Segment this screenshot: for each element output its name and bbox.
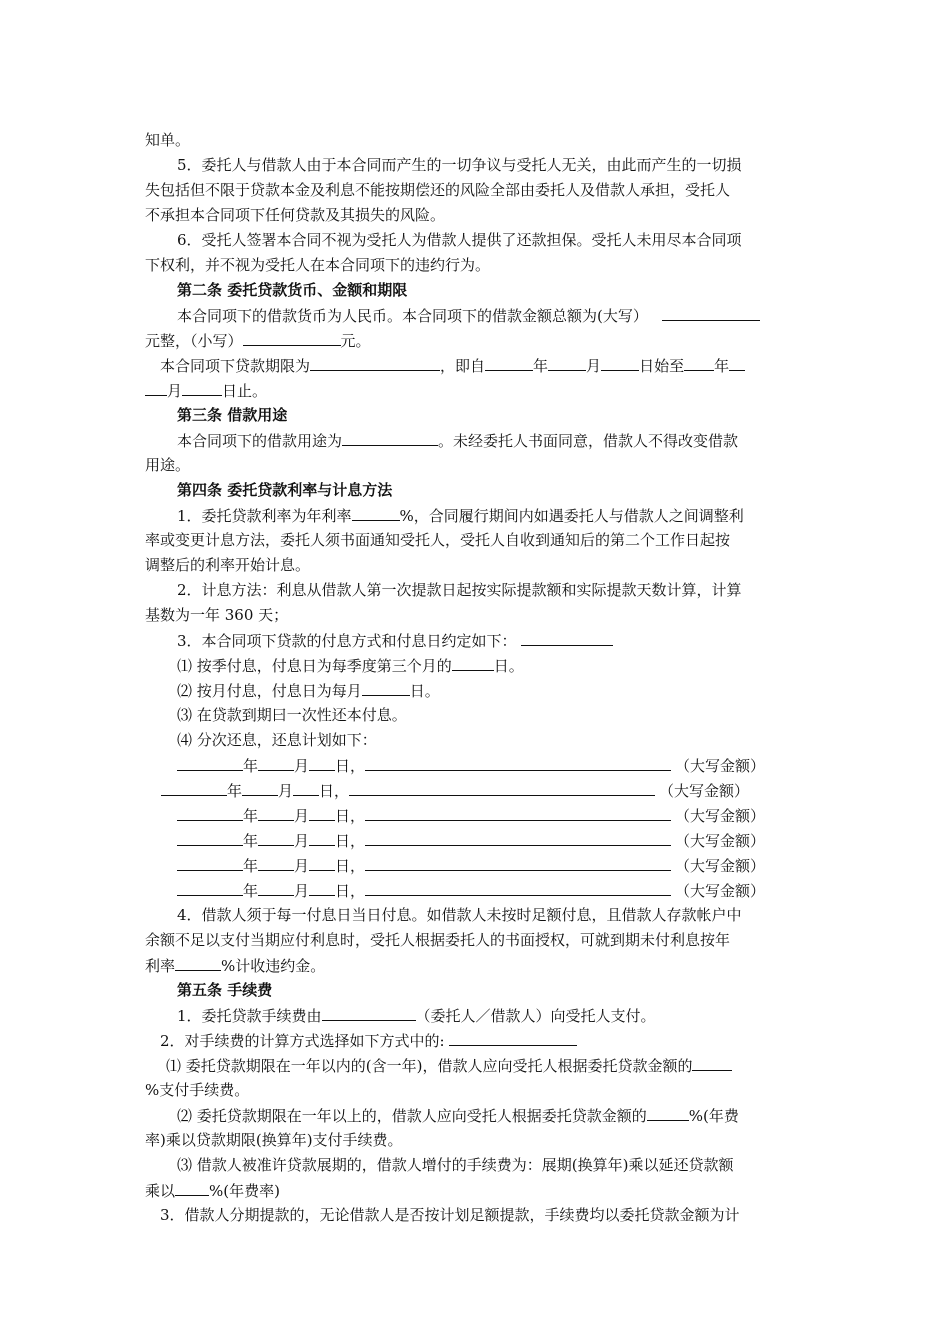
- repayment-row: 年 月 日， （大写金额）: [161, 780, 749, 802]
- blank-field[interactable]: [309, 830, 335, 846]
- blank-field[interactable]: [322, 1005, 416, 1021]
- text-line: 乘以 %(年费率): [145, 1182, 280, 1200]
- text-line: ⑴ 委托贷款期限在一年以内的(含一年)，借款人应向受托人根据委托贷款金额的: [166, 1055, 732, 1077]
- text-line: 5．委托人与借款人由于本合同而产生的一切争议与受托人无关，由此而产生的一切损: [177, 156, 742, 174]
- text-line: ⑵ 按月付息，付息日为每月 日。: [177, 682, 440, 700]
- blank-field[interactable]: [177, 855, 243, 871]
- blank-field[interactable]: [601, 355, 639, 371]
- blank-field[interactable]: [365, 855, 671, 871]
- text-line: 下权利，并不视为受托人在本合同项下的违约行为。: [145, 256, 491, 274]
- text-line: ⑶ 在贷款到期曰一次性还本付息。: [177, 706, 407, 724]
- text-line: 2．对手续费的计算方式选择如下方式中的:: [160, 1030, 577, 1052]
- blank-field[interactable]: [175, 955, 221, 971]
- blank-field[interactable]: [258, 805, 294, 821]
- blank-field[interactable]: [548, 355, 586, 371]
- text-line: 用途。: [145, 456, 191, 474]
- text-line: 调整后的利率开始计息。: [145, 556, 311, 574]
- repayment-row: 年 月 日， （大写金额）: [177, 805, 765, 827]
- text-line: ⑵ 委托贷款期限在一年以上的，借款人应向受托人根据委托贷款金额的 %(年费: [177, 1107, 739, 1125]
- text-line: 不承担本合同项下任何贷款及其损失的风险。: [145, 206, 446, 224]
- blank-field[interactable]: [692, 1055, 732, 1071]
- text-line: 1．委托贷款手续费由 （委托人／借款人）向受托人支付。: [177, 1007, 656, 1025]
- blank-field[interactable]: [309, 805, 335, 821]
- blank-field[interactable]: [177, 880, 243, 896]
- blank-field[interactable]: [362, 680, 410, 696]
- blank-field[interactable]: [349, 780, 655, 796]
- blank-field[interactable]: [242, 780, 278, 796]
- section-heading: 第五条 手续费: [177, 981, 273, 999]
- blank-field[interactable]: [365, 805, 671, 821]
- repayment-row: 年 月 日， （大写金额）: [177, 880, 765, 902]
- text-line: ⑶ 借款人被准许贷款展期的，借款人增付的手续费为：展期(换算年)乘以延还贷款额: [177, 1156, 734, 1174]
- blank-field[interactable]: [243, 330, 341, 346]
- text-line: 率)乘以贷款期限(换算年)支付手续费。: [145, 1131, 403, 1149]
- blank-field[interactable]: [485, 355, 533, 371]
- text-line: 本合同项下的借款用途为 。未经委托人书面同意，借款人不得改变借款: [177, 432, 739, 450]
- text-line: 3．借款人分期提款的，无论借款人是否按计划足额提款，手续费均以委托贷款金额为计: [160, 1206, 740, 1224]
- text-line: ⑴ 按季付息，付息日为每季度第三个月的 日。: [177, 657, 524, 675]
- text-line: ⑷ 分次还息，还息计划如下：: [177, 731, 377, 749]
- blank-field[interactable]: [145, 380, 167, 396]
- blank-field[interactable]: [175, 1180, 209, 1196]
- text-line: 本合同项下的借款货币为人民币。本合同项下的借款金额总额为(大写）: [177, 305, 760, 327]
- blank-field[interactable]: [647, 1105, 689, 1121]
- blank-field[interactable]: [310, 355, 440, 371]
- text-line: 2．计息方法：利息从借款人第一次提款日起按实际提款额和实际提款天数计算，计算: [177, 581, 742, 599]
- blank-field[interactable]: [177, 805, 243, 821]
- blank-field[interactable]: [342, 430, 438, 446]
- text-line: 3．本合同项下贷款的付息方式和付息日约定如下：: [177, 630, 613, 652]
- text-line: 月 日止。: [145, 380, 267, 402]
- blank-field[interactable]: [161, 780, 227, 796]
- blank-field[interactable]: [177, 755, 243, 771]
- text-line: 6．受托人签署本合同不视为受托人为借款人提供了还款担保。受托人未用尽本合同项: [177, 231, 742, 249]
- section-heading: 第四条 委托贷款利率与计息方法: [177, 481, 393, 499]
- text-line: 利率 %计收违约金。: [145, 957, 326, 975]
- blank-field[interactable]: [365, 755, 671, 771]
- blank-field[interactable]: [309, 855, 335, 871]
- blank-field[interactable]: [293, 780, 319, 796]
- section-heading: 第三条 借款用途: [177, 406, 288, 424]
- text-line: 知单。: [145, 131, 191, 149]
- blank-field[interactable]: [182, 380, 222, 396]
- text-line: 4．借款人须于每一付息日当日付息。如借款人未按时足额付息，且借款人存款帐户中: [177, 906, 742, 924]
- blank-field[interactable]: [177, 830, 243, 846]
- section-heading: 第二条 委托贷款货币、金额和期限: [177, 281, 408, 299]
- blank-field[interactable]: [258, 830, 294, 846]
- blank-field[interactable]: [258, 880, 294, 896]
- blank-field[interactable]: [365, 880, 671, 896]
- blank-field[interactable]: [258, 755, 294, 771]
- blank-field[interactable]: [365, 830, 671, 846]
- text-line: 余额不足以支付当期应付利息时，受托人根据委托人的书面授权，可就到期未付利息按年: [145, 931, 731, 949]
- blank-field[interactable]: [258, 855, 294, 871]
- blank-field[interactable]: [452, 655, 494, 671]
- text-line: 率或变更计息方法，委托人须书面通知受托人，受托人自收到通知后的第二个工作日起按: [145, 531, 731, 549]
- blank-field[interactable]: [662, 305, 760, 321]
- repayment-row: 年 月 日， （大写金额）: [177, 755, 765, 777]
- repayment-row: 年 月 日， （大写金额）: [177, 830, 765, 852]
- blank-field[interactable]: [449, 1030, 577, 1046]
- blank-field[interactable]: [729, 355, 745, 371]
- blank-field[interactable]: [521, 630, 613, 646]
- blank-field[interactable]: [309, 880, 335, 896]
- text-line: 1．委托贷款利率为年利率 %，合同履行期间内如遇委托人与借款人之间调整利: [177, 507, 744, 525]
- text-line: %支付手续费。: [145, 1081, 250, 1099]
- blank-field[interactable]: [352, 505, 400, 521]
- text-line: 本合同项下贷款期限为 ，即自 年 月 日始至 年: [160, 355, 745, 377]
- text-line: 元整，（小写） 元。: [145, 332, 371, 350]
- blank-field[interactable]: [684, 355, 714, 371]
- blank-field[interactable]: [309, 755, 335, 771]
- text-line: 基数为一年 360 天；: [145, 606, 289, 624]
- text-line: 失包括但不限于贷款本金及利息不能按期偿还的风险全部由委托人及借款人承担，受托人: [145, 181, 731, 199]
- repayment-row: 年 月 日， （大写金额）: [177, 855, 765, 877]
